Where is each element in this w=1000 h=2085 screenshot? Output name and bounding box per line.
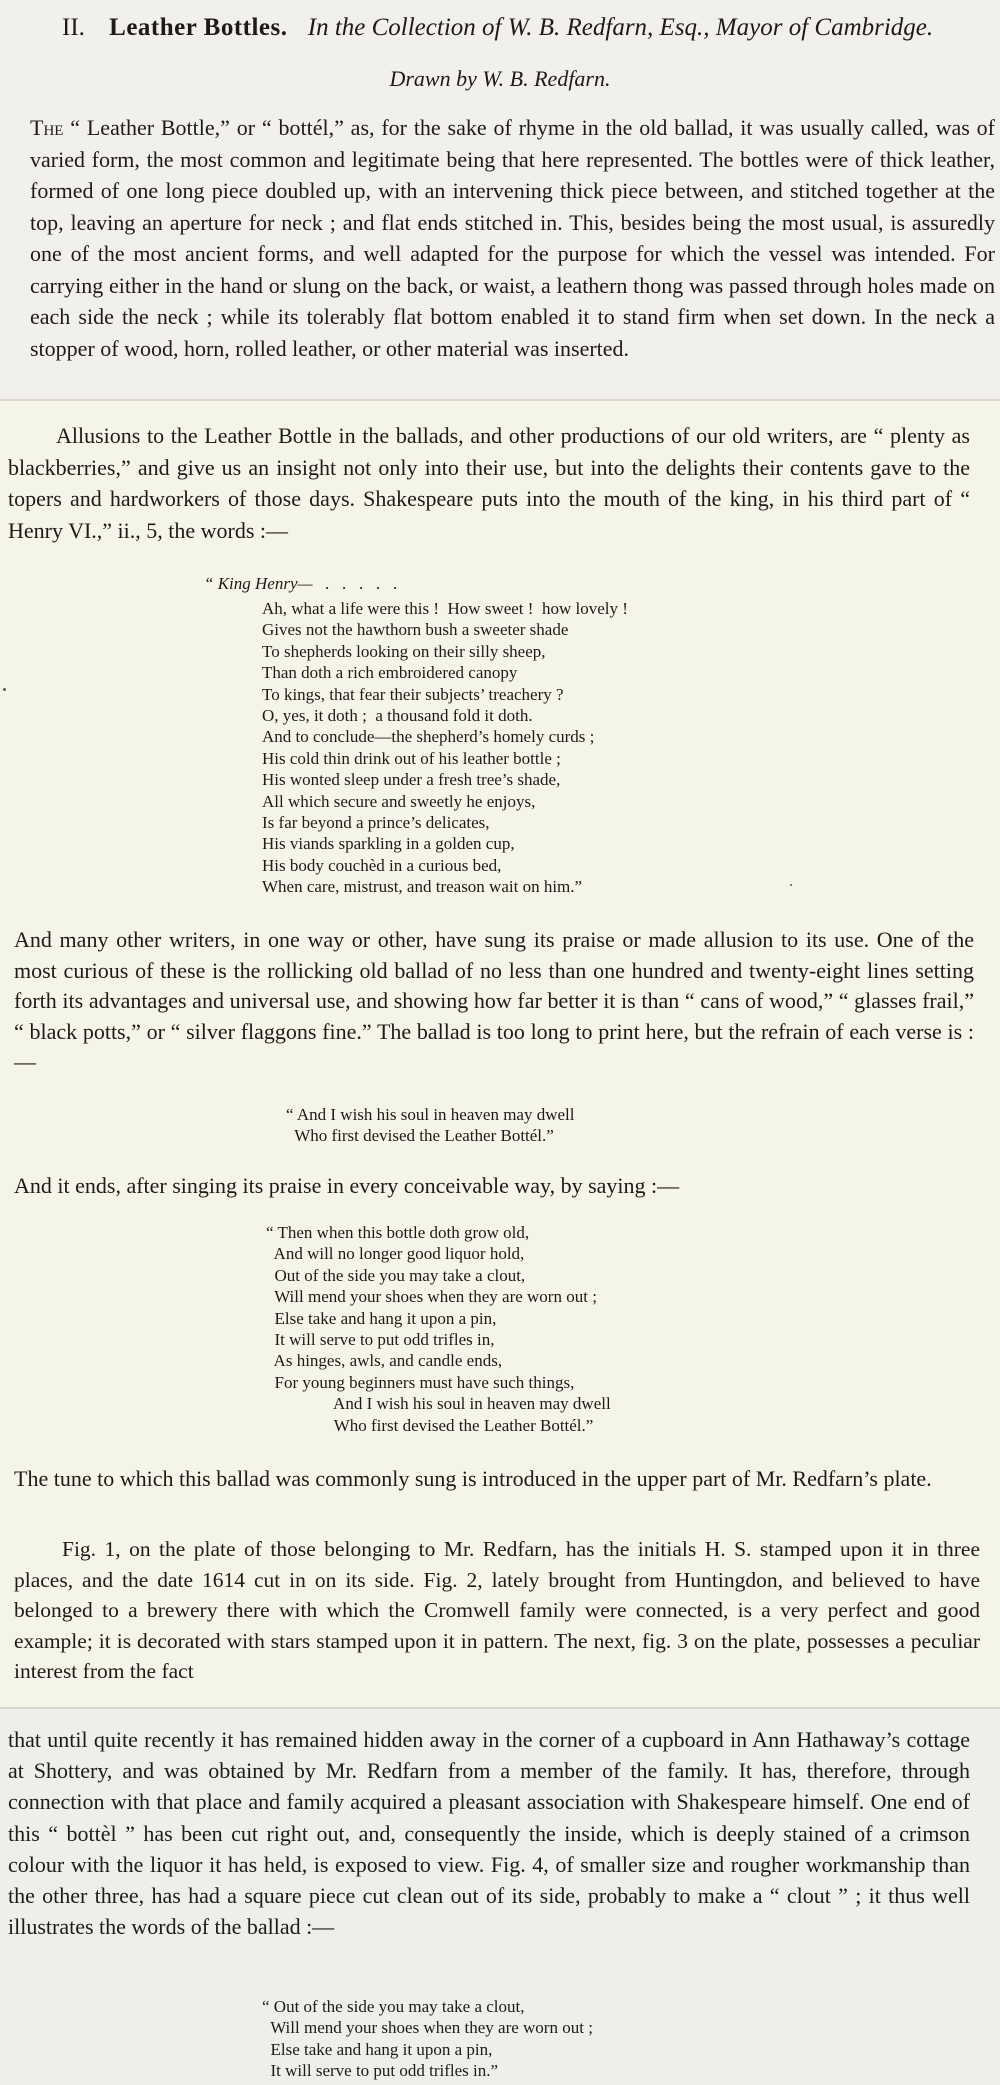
paragraph-lead-word: The: [30, 115, 64, 140]
verse-clout: “ Out of the side you may take a clout, Will mend your shoes when they are worn out ; Else take and hang it upon a pin, It will serve to put odd trifles in.”: [262, 1997, 593, 2081]
collection-note: In the Collection of W. B. Redfarn, Esq., Mayor of Cambridge.: [307, 14, 934, 41]
page-title: [62, 14, 992, 42]
paragraph-6-text-a: Fig. 1, on the plate of those belonging to Mr. Redfarn, has the initials: [62, 1537, 705, 1561]
section-divider: [0, 1707, 1000, 1709]
section-title: Leather Bottles.: [109, 14, 288, 41]
paragraph-6: [14, 1534, 980, 1687]
section-divider: [0, 399, 1000, 401]
paragraph-4: And it ends, after singing its praise in every conceivable way, by saying :—: [14, 1173, 680, 1198]
paragraph-3: And many other writers, in one way or other, have sung its praise or made allusion to its use. One of the most curious of these is the rollicking old ballad of no less than one hundred and twenty-eight lines setting forth its advantages and universal use, and showing how far better it is than “ cans of wood,” “ glasses frail,” “ black potts,” or “ silver flaggons fine.” The ballad is too long to print here, but the refrain of each verse is :—: [14, 927, 974, 1074]
paragraph-1: [30, 112, 995, 364]
paragraph-2: Allusions to the Leather Bottle in the ballads, and other productions of our old writers, are “ plenty as blackberries,” and give us an insight not only into their use, but into the delights their contents gave to the topers and hardworkers of those days. Shakespeare puts into the mouth of the king, in his third part of “ Henry VI.,” ii., 5, the words :—: [8, 423, 970, 543]
section-number: II.: [62, 14, 85, 41]
verse-heading-king-henry: “ King Henry— . . . . .: [204, 574, 398, 593]
paragraph-5: The tune to which this ballad was commonly sung is introduced in the upper part of Mr. Redfarn’s plate.: [14, 1466, 932, 1491]
paragraph-6-text-b: stamped upon it in three places, and the date 1614 cut in on its side. Fig. 2, lately brought from Huntingdon, and believed to have belonged to a brewery there with which the Cromwell family were connected, is a very perfect and good example; it is decorated with stars stamped upon it in pattern. The next, fig. 3 on the plate, possesses a peculiar interest from the fact: [14, 1537, 981, 1683]
paragraph-7: that until quite recently it has remained hidden away in the corner of a cupboard in Ann Hathaway’s cottage at Shottery, and was obtained by Mr. Redfarn from a member of the family. It has, therefore, through connection with that place and family acquired a pleasant association with Shakespeare himself. One end of this “ bottèl ” has been cut right out, and, consequently the inside, which is deeply stained of a crimson colour with the liquor it has held, is exposed to view. Fig. 4, of smaller size and rougher workmanship than the other three, has had a square piece cut clean out of its side, probably to make a “ clout ” ; it thus well illustrates the words of the ballad :—: [8, 1727, 970, 1940]
drawn-by-credit: Drawn by W. B. Redfarn.: [389, 66, 611, 91]
verse-king-henry: Ah, what a life were this ! How sweet ! how lovely ! Gives not the hawthorn bush a sweeter shade To shepherds looking on their silly sheep, Than doth a rich embroidered canopy To kings, that fear their subjects’ treachery ? O, yes, it doth ; a thousand fold it doth. And to conclude—the shepherd’s homely curds ; His cold thin drink out of his leather bottle ; His wonted sleep under a fresh tree’s shade, All which secure and sweetly he enjoys, Is far beyond a prince’s delicates, His viands sparkling in a golden cup, His body couchèd in a curious bed, When care, mistrust, and treason wait on him.”: [262, 599, 628, 897]
verse-refrain: “ And I wish his soul in heaven may dwell Who first devised the Leather Bottél.”: [286, 1105, 575, 1146]
page-speck: [3, 688, 6, 691]
page-speck: [790, 884, 792, 886]
initials-stamp: H. S.: [704, 1537, 752, 1561]
verse-ballad-ending: “ Then when this bottle doth grow old, And will no longer good liquor hold, Out of the side you may take a clout, Will mend your shoes when they are worn out ; Else take and hang it upon a pin, It will serve to put odd trifles in, As hinges, awls, and candle ends, For young beginners must have such things, And I wish his soul in heaven may dwell Who first devised the Leather Bottél.”: [266, 1223, 611, 1435]
paragraph-1-text: “ Leather Bottle,” or “ bottél,” as, for the sake of rhyme in the old ballad, it was usually called, was of varied form, the most common and legitimate being that here represented. The bottles were of thick leather, formed of one long piece doubled up, with an intervening thick piece between, and stitched together at the top, leaving an aperture for neck ; and flat ends stitched in. This, besides being the most usual, is assuredly one of the most ancient forms, and well adapted for the purpose for which the vessel was intended. For carrying either in the hand or slung on the back, or waist, a leathern thong was passed through holes made on each side the neck ; while its tolerably flat bottom enabled it to stand firm when set down. In the neck a stopper of wood, horn, rolled leather, or other material was inserted.: [30, 115, 995, 361]
